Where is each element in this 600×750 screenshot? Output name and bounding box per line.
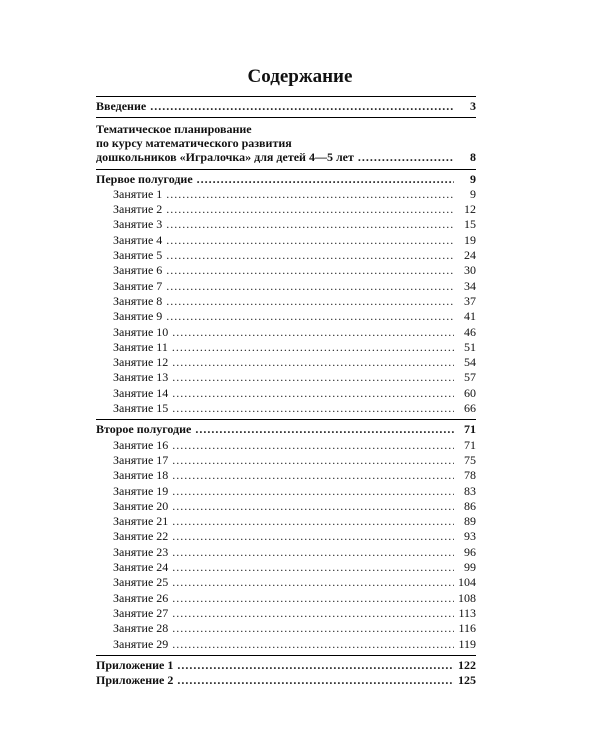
toc-entry[interactable] xyxy=(96,637,476,652)
toc-entry-page: 41 xyxy=(464,309,476,324)
toc-entry-intro[interactable] xyxy=(96,99,476,114)
toc-entry-label: дошкольников «Игралочка» для детей 4—5 лет xyxy=(96,150,354,165)
dot-leader xyxy=(177,673,454,688)
toc-entry-label: Занятие 25 xyxy=(113,575,169,590)
toc-entry-label: Занятие 26 xyxy=(113,590,169,605)
toc-entry-label: Занятие 12 xyxy=(113,355,169,370)
toc-entry-label: Занятие 17 xyxy=(113,452,169,467)
toc-entry-page: 125 xyxy=(458,673,476,688)
toc-entry-page: 37 xyxy=(464,293,476,308)
dot-leader xyxy=(166,309,454,324)
toc-entry-label: Занятие 14 xyxy=(113,385,169,400)
toc-entry[interactable] xyxy=(96,438,476,453)
toc-entry-label: Занятие 15 xyxy=(113,401,169,416)
toc-entry-label: Приложение 1 xyxy=(96,657,174,672)
toc-entry[interactable] xyxy=(96,370,476,385)
toc-entry-label-line: Тематическое планирование xyxy=(96,122,252,137)
dot-leader xyxy=(166,263,454,278)
toc-entry[interactable] xyxy=(96,309,476,324)
toc-entry[interactable] xyxy=(96,560,476,575)
toc-entry-page: 51 xyxy=(464,339,476,354)
toc-entry-page: 9 xyxy=(470,186,476,201)
dot-leader xyxy=(172,355,454,370)
dot-leader xyxy=(172,514,454,529)
toc-entry[interactable] xyxy=(96,514,476,529)
toc-entry-label: Занятие 3 xyxy=(113,217,163,232)
toc-entry-label: Занятие 21 xyxy=(113,514,169,529)
toc-entry[interactable] xyxy=(96,340,476,355)
toc-entry[interactable] xyxy=(96,263,476,278)
toc-entry-label: Занятие 9 xyxy=(113,309,163,324)
toc-section-planning[interactable] xyxy=(96,118,476,168)
toc-entry-label: Занятие 16 xyxy=(113,437,169,452)
dot-leader xyxy=(172,453,454,468)
dot-leader xyxy=(172,575,454,590)
toc-entry[interactable] xyxy=(96,606,476,621)
table-of-contents xyxy=(96,96,476,691)
toc-entry-page: 89 xyxy=(464,514,476,529)
dot-leader xyxy=(172,499,454,514)
toc-entry[interactable] xyxy=(96,294,476,309)
toc-entry-label: Занятие 5 xyxy=(113,248,163,263)
toc-entry-label: Приложение 2 xyxy=(96,673,174,688)
toc-entry-page: 57 xyxy=(464,370,476,385)
toc-entry-label: Занятие 29 xyxy=(113,636,169,651)
toc-entry-label: Занятие 24 xyxy=(113,560,169,575)
toc-entry-label: Первое полугодие xyxy=(96,171,193,186)
toc-section-first-half xyxy=(96,170,476,420)
dot-leader xyxy=(166,279,454,294)
toc-entry[interactable] xyxy=(96,202,476,217)
toc-entry-page: 12 xyxy=(464,202,476,217)
toc-entry[interactable] xyxy=(96,499,476,514)
toc-entry[interactable] xyxy=(96,453,476,468)
dot-leader xyxy=(150,99,454,114)
dot-leader xyxy=(172,325,454,340)
toc-entry[interactable] xyxy=(96,621,476,636)
toc-entry-label: Занятие 8 xyxy=(113,293,163,308)
toc-entry-label: Занятие 1 xyxy=(113,186,163,201)
toc-entry-page: 24 xyxy=(464,248,476,263)
toc-section-intro xyxy=(96,97,476,117)
toc-entry-label: Занятие 22 xyxy=(113,529,169,544)
dot-leader xyxy=(172,386,454,401)
dot-leader xyxy=(172,591,454,606)
dot-leader xyxy=(166,294,454,309)
dot-leader xyxy=(172,529,454,544)
toc-entry-page: 86 xyxy=(464,498,476,513)
toc-entry[interactable] xyxy=(96,591,476,606)
toc-entry-page: 34 xyxy=(464,278,476,293)
toc-entry-page: 15 xyxy=(464,217,476,232)
toc-entry-page: 122 xyxy=(458,657,476,672)
dot-leader xyxy=(172,401,454,416)
toc-entry-label: Занятие 11 xyxy=(113,339,168,354)
dot-leader xyxy=(172,340,454,355)
toc-entry-label: Занятие 6 xyxy=(113,263,163,278)
toc-entry-page: 78 xyxy=(464,468,476,483)
dot-leader xyxy=(197,172,454,187)
dot-leader xyxy=(166,217,454,232)
toc-entry-label: Занятие 23 xyxy=(113,544,169,559)
toc-entry-page: 66 xyxy=(464,401,476,416)
toc-entry-label: Занятие 19 xyxy=(113,483,169,498)
toc-entry-label: Занятие 7 xyxy=(113,278,163,293)
toc-entry[interactable] xyxy=(96,484,476,499)
dot-leader xyxy=(172,438,454,453)
dot-leader xyxy=(172,545,454,560)
dot-leader xyxy=(166,248,454,263)
toc-entry[interactable] xyxy=(96,217,476,232)
toc-entry-page: 19 xyxy=(464,232,476,247)
toc-entry-label: Занятие 10 xyxy=(113,324,169,339)
toc-entry-page: 116 xyxy=(458,621,476,636)
toc-entry-label: Занятие 2 xyxy=(113,202,163,217)
toc-entry-page: 75 xyxy=(464,452,476,467)
toc-entry-label: Введение xyxy=(96,99,147,113)
dot-leader xyxy=(166,202,454,217)
toc-entry[interactable] xyxy=(96,248,476,263)
toc-entry-page: 96 xyxy=(464,544,476,559)
toc-entry-page: 54 xyxy=(464,355,476,370)
toc-entry-page: 60 xyxy=(464,385,476,400)
toc-entry-planning xyxy=(96,150,476,165)
dot-leader xyxy=(358,150,454,165)
toc-entry-page: 104 xyxy=(458,575,476,590)
toc-entry-label: Занятие 20 xyxy=(113,498,169,513)
toc-entry-first-half[interactable] xyxy=(96,172,476,187)
toc-entry[interactable] xyxy=(96,386,476,401)
toc-entry-page: 113 xyxy=(458,605,476,620)
toc-entry-page: 71 xyxy=(464,422,476,437)
dot-leader xyxy=(172,484,454,499)
toc-entry-page: 93 xyxy=(464,529,476,544)
toc-entry-label-line: по курсу математического развития xyxy=(96,135,292,150)
dot-leader xyxy=(195,422,454,437)
toc-entry[interactable] xyxy=(96,673,476,688)
toc-entry[interactable] xyxy=(96,658,476,673)
toc-entry-page: 46 xyxy=(464,324,476,339)
dot-leader xyxy=(166,187,454,202)
toc-entry[interactable] xyxy=(96,325,476,340)
toc-entry-second-half[interactable] xyxy=(96,422,476,437)
toc-entry-label: Занятие 4 xyxy=(113,232,163,247)
dot-leader xyxy=(172,606,454,621)
dot-leader xyxy=(172,468,454,483)
toc-entry-page: 3 xyxy=(470,99,476,113)
page-title: Содержание xyxy=(247,66,353,87)
toc-entry[interactable] xyxy=(96,355,476,370)
toc-entry[interactable] xyxy=(96,545,476,560)
toc-entry-page: 99 xyxy=(464,560,476,575)
toc-entry-page: 8 xyxy=(470,150,476,165)
toc-entry-page: 119 xyxy=(458,636,476,651)
toc-entry[interactable] xyxy=(96,401,476,416)
toc-entry[interactable] xyxy=(96,468,476,483)
toc-entry-label: Занятие 27 xyxy=(113,605,169,620)
toc-section-appendices xyxy=(96,656,476,692)
toc-entry-page: 83 xyxy=(464,483,476,498)
dot-leader xyxy=(172,637,454,652)
toc-entry-page: 108 xyxy=(458,590,476,605)
toc-entry[interactable] xyxy=(96,187,476,202)
toc-entry[interactable] xyxy=(96,529,476,544)
toc-entry-label: Занятие 28 xyxy=(113,621,169,636)
toc-entry[interactable] xyxy=(96,279,476,294)
toc-entry-page: 9 xyxy=(470,171,476,186)
toc-entry-label: Занятие 18 xyxy=(113,468,169,483)
toc-entry-label: Занятие 13 xyxy=(113,370,169,385)
dot-leader xyxy=(177,658,454,673)
toc-section-second-half xyxy=(96,420,476,654)
toc-entry-label: Второе полугодие xyxy=(96,422,192,437)
dot-leader xyxy=(172,560,454,575)
dot-leader xyxy=(172,370,454,385)
dot-leader xyxy=(172,621,454,636)
toc-entry[interactable] xyxy=(96,575,476,590)
toc-entry[interactable] xyxy=(96,233,476,248)
dot-leader xyxy=(166,233,454,248)
toc-entry-page: 30 xyxy=(464,263,476,278)
toc-entry-page: 71 xyxy=(464,437,476,452)
